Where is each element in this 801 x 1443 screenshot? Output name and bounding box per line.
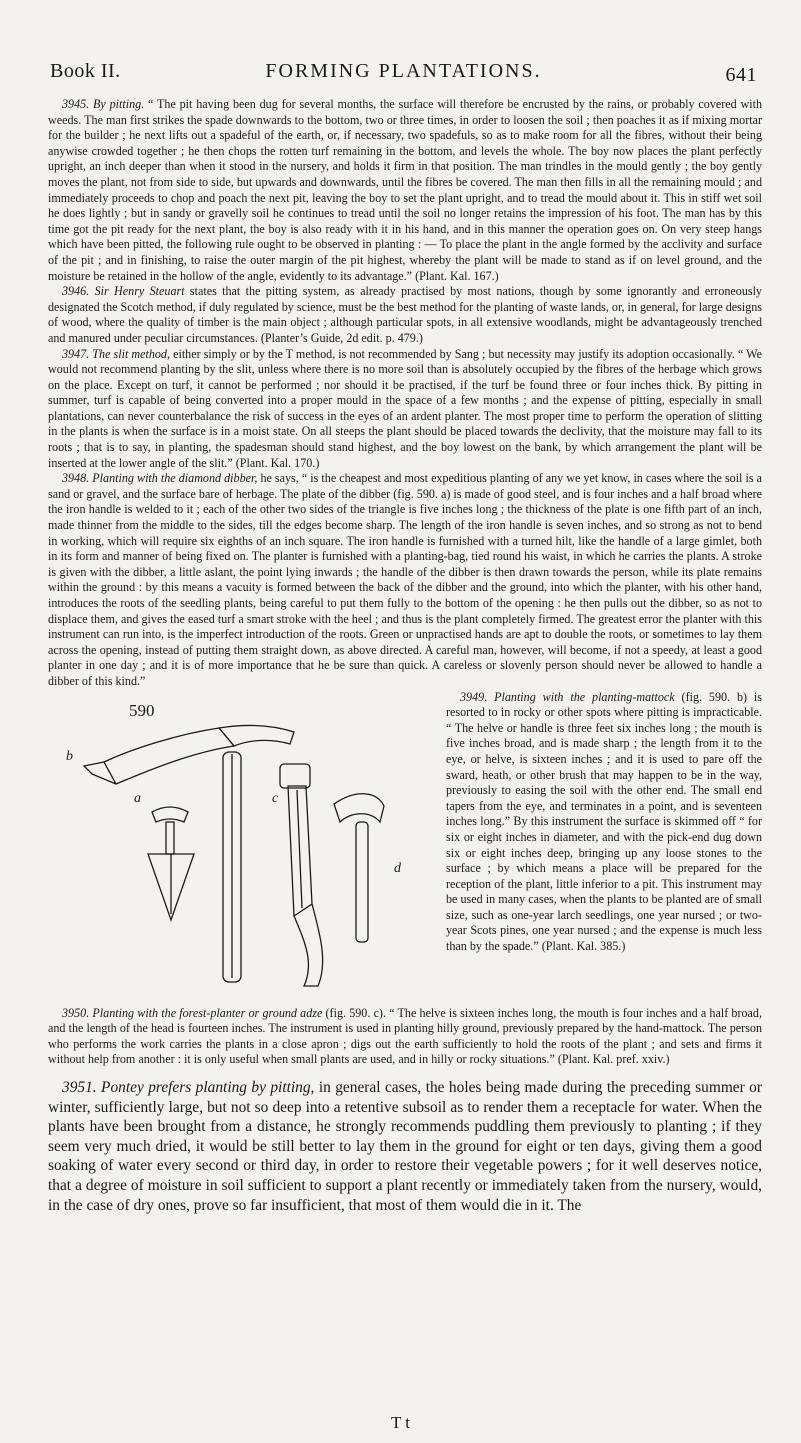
paragraph-text: he says, “ is the cheapest and most expeditious planting of any we yet know, in cases where the soil is a sand or gravel, and the surface bare of herbage. The plate of the dibber (fig. 590. a) is made of good steel, and is four inches and a half broad where the iron handle is welded to it ; each of the other two sides of the triangle is five inches long ; the thickness of the plate is one fifth part of an inch, made thinner from the middle to the sides, till the edges become sharp. The length of the iron handle is seven inches, and so strong as not to bend in working, which will require six eighths of an inch square. The iron handle is furnished with a turned hilt, like the handle of a large gimlet, both in its form and manner of being fixed on. The planter is furnished with a planting-bag, tied round his waist, in which he carries the plants. A stroke is given with the dibber, a little aslant, the point lying inwards ; the handle of the dibber is then drawn towards the person, while its plate remains within the ground : by this means a vacuity is formed between the back of the dibber and the ground, into which the planter, with his other hand, introduces the roots of the seedling plants, being careful to put them fully to the bottom of the opening : he then pulls out the dibber, so as not to displace them, and gives the eased turf a smart stroke with the heel ; and thus is the plant completely firmed. The greatest error the planter with this instrument can run into, is the imperfect introduction of the roots. Green or unpractised hands are apt to double the roots, or sometimes to lay them across the opening, instead of putting them straight down, as above directed. A careful man, however, will become, if not a speedy, at least a good planter in one day ; and it is of more importance that he be sure than quick. A careless or slovenly person should never be allowed to handle a dibber of this kind.” [48, 471, 762, 688]
diamond-dibber-drawing [148, 807, 194, 920]
page-number: 641 [725, 64, 757, 86]
paragraph-text: in general cases, the holes being made during the preceding summer or winter, sufficiently large, but not so deep into a retentive subsoil as to render them a receptacle for water. When the plants have been brought from a distance, he strongly recommends puddling them previously to planting ; if they seem very much dried, it would be still better to lay them in the ground for eight or ten days, giving them a good soaking of water every second or third day, in order to restore their vegetable powers ; for it well deserves notice, that a degree of moisture in soil sufficient to support a plant recently or immediately taken from the nursery, would, in the case of dry ones, prove so far insufficient, that most of them would die in it. The [48, 1078, 763, 1214]
paragraph-3951 [48, 1078, 762, 1215]
paragraph-lead: 3945. By pitting. [62, 97, 145, 111]
paragraph-3947 [48, 347, 762, 472]
figure-label-c: c [272, 790, 279, 806]
running-head-book: Book II. [50, 60, 121, 82]
signature-mark: T t [390, 1413, 411, 1432]
figure-label-b: b [66, 748, 73, 764]
paragraph-3950 [48, 1006, 762, 1068]
paragraph-lead: 3950. Planting with the forest-planter or ground adze [62, 1005, 323, 1020]
paragraph-text: states that the pitting system, as already practised by most nations, though by some ignorantly and erroneously designated the Scotch method, if duly regulated by science, must be the best method for the planting of waste lands, or, in general, for large designs of wood, where the quality of timber is the main object ; although particular spots, in all extensive woodlands, might be advantageously trenched and manured under peculiar circumstances. (Planter’s Guide, 2d edit. p. 479.) [48, 284, 762, 345]
paragraph-lead: 3947. The slit method, [62, 346, 171, 361]
running-head [50, 60, 757, 84]
paragraph-lead: 3948. Planting with the diamond dibber, [62, 471, 258, 486]
paragraph-text: either simply or by the T method, is not recommended by Sang ; but necessity may justify its adoption occasionally. “ We would not recommend planting by the slit, unless where there is no more soil than is absolutely occupied by the fibres of the herbage which grows on the place. Except on turf, it cannot be performed ; nor should it be practised, if the turf be found three or four inches thick. By pitting in summer, turf is capable of being converted into a proper mould in the space of a few months ; and the expense of pitting, especially in small plantations, can never counterbalance the risk of success in the eyes of an ardent planter. The most proper time to perform the operation of slitting in the plants is when the surface is in a moist state. On all steeps the plant should be placed towards the declivity, that the moisture may fall to its roots ; that is to say, in planting, the spadesman should stand highest, and the boy lowest on the bank, by which arrangement the plant will be inserted at the lower angle of the slit.” (Plant. Kal. 170.) [48, 346, 762, 470]
paragraph-3946 [48, 284, 762, 346]
planting-tools-illustration [44, 694, 434, 1004]
paragraph-3945 [48, 97, 762, 284]
running-head-title: FORMING PLANTATIONS. [265, 60, 542, 82]
page-body [48, 97, 762, 1215]
paragraph-text: (fig. 590. b) is resorted to in rocky or other spots where pitting is impracticable. “ The helve or handle is three feet six inches long ; the mouth is five inches broad, and is made sharp ; the length from it to the eye, or helve, is sixteen inches ; and it is used to pare off the sward, heath, or other brush that may happen to be in the way, previously to easing the soil with the other end. The small end tapers from the eye, and terminates in a point, and is seventeen inches long.” By this instrument the surface is skimmed off “ for six or eight inches in diameter, and with the pick-end dug down six or eight inches deep, bringing up any loose stones to the surface ; by which means a place will be prepared for the reception of the plant, little inferior to a pit. This instrument may be used in many cases, when the plants to be planted are of small size, such as one-year larch seedlings, one year nursed ; or two-year Scots pines, one year nursed ; and the expense is much less than by the spade.” (Plant. Kal. 385.) [446, 689, 762, 954]
figure-number: 590 [129, 700, 155, 720]
paragraph-lead: 3946. Sir Henry Steuart [62, 284, 185, 299]
paragraph-3949 [48, 690, 762, 955]
paragraph-lead: 3949. Planting with the planting-mattock [460, 689, 675, 704]
figure-label-a: a [134, 790, 141, 806]
paragraph-text: (fig. 590. c). “ The helve is sixteen inches long, the mouth is four inches and a half broad, and the length of the head is fourteen inches. The instrument is used in planting hilly ground, previously prepared by the hand-mattock. The person who performs the work carries the plants in a close apron ; digs out the earth sufficiently to hold the roots of the plant ; and sets and firms it without help from another : it is only useful when small plants are used, and in hilly or rocky situations.” (Plant. Kal. pref. xxiv.) [48, 1005, 762, 1067]
paragraph-text: “ The pit having been dug for several months, the surface will therefore be encrusted by the rains, or probably covered with weeds. The man first strikes the spade downwards to the bottom, two or three times, in order to loosen the soil ; then poaches it as if mixing mortar for the builder ; he next lifts out a spadeful of the earth, or, if necessary, two spadefuls, so as to make room for all the fibres, without their being anywise crowded together ; he then chops the rotten turf remaining in the bottom, and levels the whole. The boy now places the plant perfectly upright, an inch deeper than when it stood in the nursery, and holds it firm in that position. The man trindles in the mould gently ; the boy gently moves the plant, not from side to side, but upwards and downwards, until the fibres be covered. The man then fills in all the remaining mould ; and immediately proceeds to chop and poach the next pit, leaving the boy to set the plant upright, and to tread the mould about it. This in stiff wet soil he does lightly ; but in sandy or gravelly soil he continues to tread until the soil no longer retains the impression of his foot. The man has by this time got the pit ready for the next plant, the boy is also ready with it in his hand, and in this manner the operation goes on. On very steep hangs which have been pitted, the following rule ought to be observed in planting : — To place the plant in the angle formed by the acclivity and surface of the pit ; and in finishing, to raise the outer margin of the pit highest, whereby the plant will be made to stand as if on level ground, and the moisture be retained in the hollow of the angle, evidently to its advantage.” (Plant. Kal. 167.) [48, 97, 762, 283]
paragraph-3948 [48, 471, 762, 689]
figure-590-tools [44, 694, 434, 1004]
figure-label-d: d [394, 860, 401, 876]
paragraph-lead: 3951. Pontey prefers planting by pitting, [62, 1078, 315, 1096]
handle-detail-drawing [334, 793, 384, 941]
ground-adze-drawing [280, 764, 323, 986]
